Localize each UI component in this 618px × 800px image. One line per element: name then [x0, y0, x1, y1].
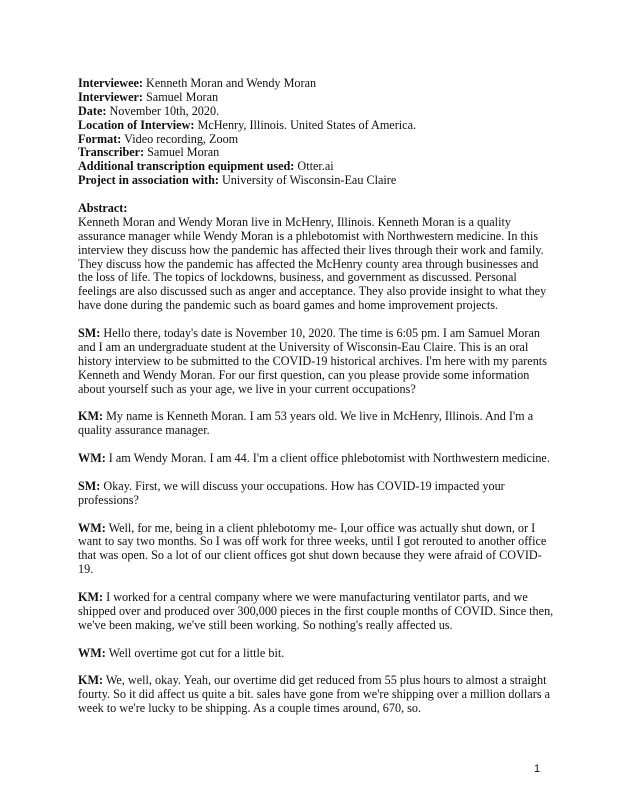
abstract-line: They discuss how the pandemic has affected the McHenry county area through businesses and	[78, 256, 539, 271]
turn-text: week to we're lucky to be shipping. As a couple times around, 670, so.	[78, 701, 422, 716]
abstract-line: interview they discuss how the pandemic has affected their lives through their work and family.	[78, 242, 544, 257]
transcript-line	[78, 327, 548, 341]
metadata-label: Interviewee:	[78, 76, 143, 90]
transcript-line	[78, 424, 548, 438]
turn-text: Well overtime got cut for a little bit.	[105, 645, 285, 660]
metadata-value: Kenneth Moran and Wendy Moran	[142, 76, 317, 90]
transcript-turn	[78, 480, 548, 508]
transcript-line	[78, 619, 548, 633]
abstract-section	[78, 202, 548, 313]
metadata-label: Location of Interview:	[78, 117, 195, 132]
metadata-label: Transcriber:	[78, 145, 145, 160]
turn-text: 19.	[78, 562, 94, 577]
metadata-label: Interviewer:	[78, 89, 143, 104]
transcript-line	[78, 383, 548, 397]
transcript-turn	[78, 674, 548, 716]
metadata-label: Date:	[78, 103, 107, 118]
speaker-label: WM:	[78, 520, 106, 535]
turn-text: we've been making, we've still been working. So nothing's really affected us.	[78, 617, 453, 632]
metadata-row	[78, 91, 548, 105]
turn-text: We, well, okay. Yeah, our overtime did get reduced from 55 plus hours to almost a straight	[103, 673, 547, 688]
metadata-row	[78, 105, 548, 119]
transcript-turn	[78, 327, 548, 396]
turn-text: Hello there, today's date is November 10, 2020. The time is 6:05 pm. I am Samuel Moran	[100, 326, 540, 341]
transcript-turn	[78, 647, 548, 661]
transcript-turn	[78, 522, 548, 578]
transcript-line	[78, 563, 548, 577]
turn-text: that was open. So a lot of our client offices got shut down because they were afraid of COVID-	[78, 548, 542, 563]
transcript-line	[78, 549, 548, 563]
metadata-row	[78, 133, 548, 147]
turn-text: Okay. First, we will discuss your occupations. How has COVID-19 impacted your	[100, 478, 505, 493]
turn-text: and I am an undergraduate student at the University of Wisconsin-Eau Claire. This is an oral	[78, 339, 529, 354]
speaker-label: KM:	[78, 589, 104, 604]
turn-text: history interview to be submitted to the COVID-19 historical archives. I'm here with my parents	[78, 353, 547, 368]
turn-text: shipped over and produced over 300,000 pieces in the first couple months of COVID. Since then,	[78, 603, 554, 618]
abstract-line: Kenneth Moran and Wendy Moran live in McHenry, Illinois. Kenneth Moran is a quality	[78, 214, 511, 229]
turn-text: Well, for me, being in a client phlebotomy me- I,our office was actually shut down, or I	[105, 520, 536, 535]
turn-text: I worked for a central company where we were manufacturing ventilator parts, and we	[103, 589, 528, 604]
transcript-line	[78, 355, 548, 369]
metadata-label: Project in association with:	[78, 173, 219, 188]
transcript-line	[78, 535, 548, 549]
metadata-row	[78, 146, 548, 160]
metadata-value: Samuel Moran	[142, 89, 219, 104]
transcript-line	[78, 369, 548, 383]
metadata-value: University of Wisconsin-Eau Claire	[218, 173, 397, 188]
metadata-row	[78, 119, 548, 133]
metadata-value: McHenry, Illinois. United States of America.	[194, 117, 417, 132]
abstract-title: Abstract:	[78, 201, 128, 216]
transcript-turn	[78, 589, 554, 633]
transcript-line	[78, 410, 548, 424]
metadata-value: November 10th, 2020.	[106, 103, 220, 118]
metadata-value: Samuel Moran	[144, 145, 220, 160]
transcript-turn	[78, 452, 548, 466]
metadata-value: Otter.ai	[294, 159, 334, 174]
metadata-row	[78, 174, 548, 188]
speaker-label: SM:	[78, 326, 101, 341]
speaker-label: KM:	[78, 673, 104, 688]
turn-text: about yourself such as your age, we live in your current occupations?	[78, 381, 416, 396]
speaker-label: SM:	[78, 478, 101, 493]
transcript-line	[78, 522, 548, 536]
transcript-line	[78, 603, 554, 619]
metadata-value: Video recording, Zoom	[121, 131, 239, 146]
page-number: 1	[534, 763, 541, 775]
turn-text: Kenneth and Wendy Moran. For our first question, can you please provide some information	[78, 367, 530, 382]
turn-text: want to say two months. So I was off work for three weeks, until I got rerouted to another office	[78, 534, 547, 549]
turn-text: fourty. So it did affect us quite a bit. sales have gone from we're shipping over a million dollars a	[78, 687, 550, 702]
transcript-line	[78, 591, 548, 605]
transcript-line	[78, 452, 548, 466]
turn-text: My name is Kenneth Moran. I am 53 years old. We live in McHenry, Illinois. And I'm a	[103, 409, 534, 424]
transcript-line	[78, 647, 548, 661]
abstract-line: assurance manager while Wendy Moran is a phlebotomist with Northwestern medicine. In this	[78, 228, 539, 243]
turn-text: I am Wendy Moran. I am 44. I'm a client office phlebotomist with Northwestern medicine.	[105, 451, 550, 466]
transcript	[78, 326, 554, 716]
metadata-label: Format:	[78, 131, 122, 146]
abstract-line: feelings are also discussed such as anger and acceptance. They also provide insight to what they	[78, 284, 547, 299]
abstract-line: have done during the pandemic such as board games and home improvement projects.	[78, 298, 499, 313]
transcript-line	[78, 674, 548, 688]
transcript-line	[78, 480, 548, 494]
transcript-turn	[78, 410, 548, 438]
transcript-page	[78, 76, 554, 730]
metadata-row	[78, 160, 548, 174]
speaker-label: KM:	[78, 409, 104, 424]
transcript-line	[78, 341, 548, 355]
turn-text: professions?	[78, 492, 139, 507]
speaker-label: WM:	[78, 645, 106, 660]
interview-metadata	[78, 77, 548, 188]
transcript-line	[78, 702, 548, 716]
transcript-line	[78, 494, 548, 508]
turn-text: quality assurance manager.	[78, 423, 210, 438]
abstract-line: the loss of life. The topics of lockdowns, business, and government as discussed. Personal	[78, 270, 517, 285]
speaker-label: WM:	[78, 451, 106, 466]
transcript-line	[78, 688, 548, 702]
metadata-label: Additional transcription equipment used:	[78, 159, 295, 174]
metadata-row	[78, 77, 548, 91]
